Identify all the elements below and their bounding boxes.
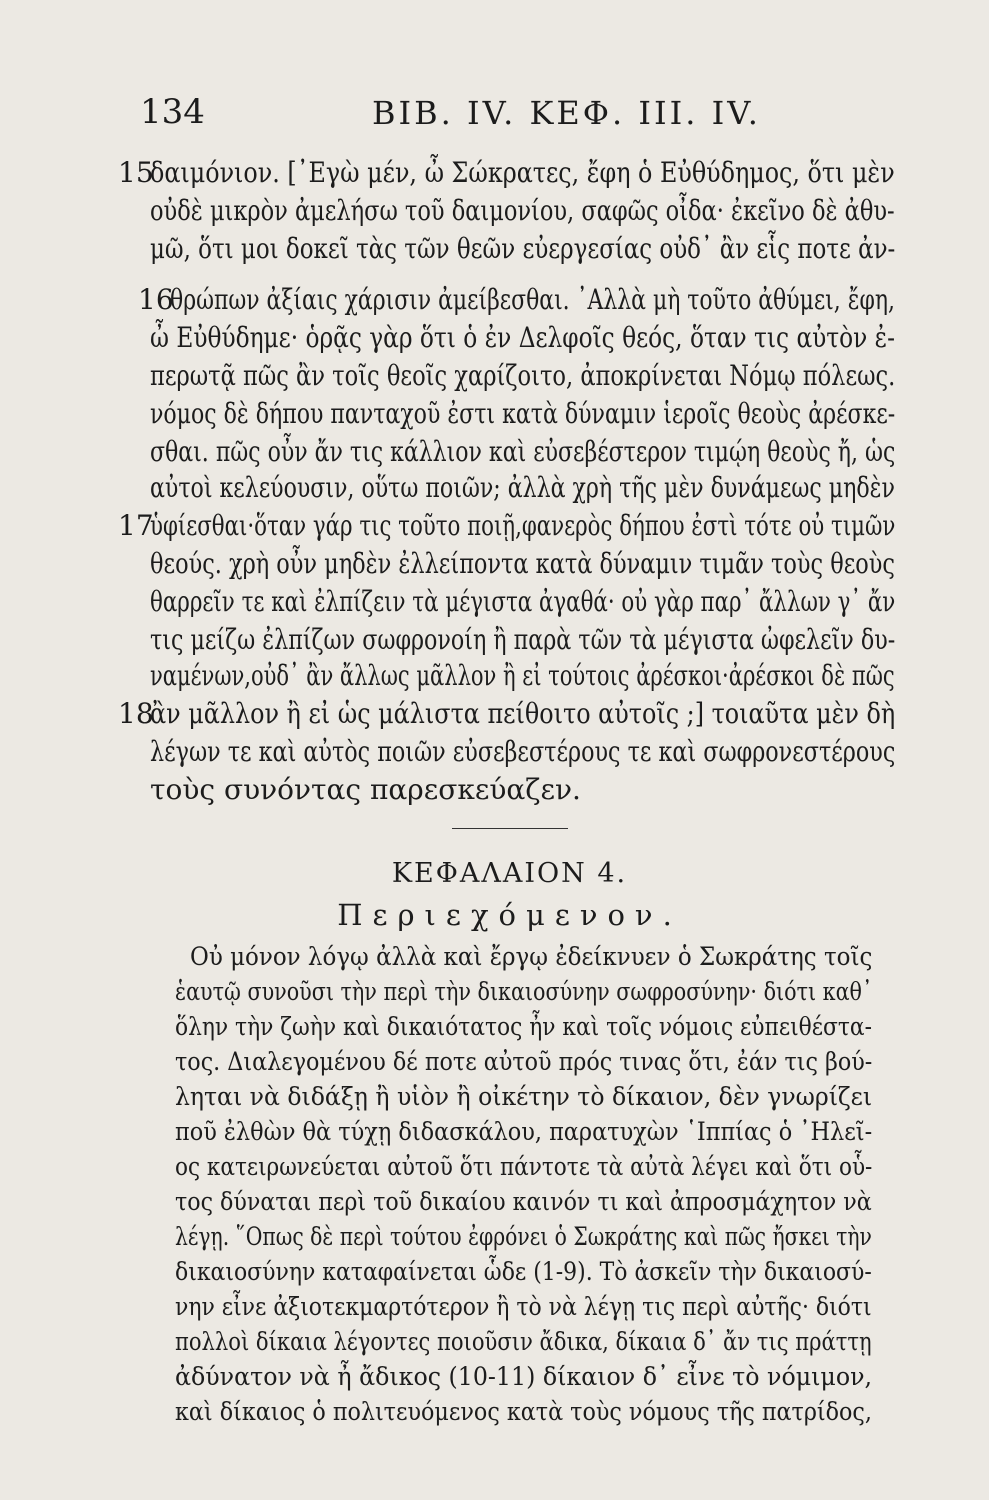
text-line: τις μείζω ἐλπίζων σωφρονοίη ἢ παρὰ τῶν τὰ μέγιστα ὠφελεῖν δυ-: [150, 623, 896, 656]
section-divider: [452, 828, 568, 829]
text-line: περωτᾷ πῶς ἂν τοῖς θεοῖς χαρίζοιτο, ἀποκρίνεται Νόμῳ πόλεως.: [150, 359, 896, 392]
contents-heading: Περιεχόμενον.: [337, 898, 682, 932]
text-line: νην εἶνε ἀξιοτεκμαρτότερον ἢ τὸ νὰ λέγῃ τις περὶ αὐτῆς· διότι: [175, 1292, 872, 1322]
text-line: καὶ δίκαιος ὁ πολιτευόμενος κατὰ τοὺς νόμους τῆς πατρίδος,: [175, 1397, 872, 1427]
text-line: τος δύναται περὶ τοῦ δικαίου καινόν τι καὶ ἀπροσμάχητον νὰ: [175, 1187, 872, 1217]
text-line: σθαι. πῶς οὖν ἄν τις κάλλιον καὶ εὐσεβέστερον τιμῴη θεοὺς ἤ, ὡς: [150, 435, 896, 468]
line-number: 17: [118, 509, 154, 542]
text-line: δαιμόνιον. [᾿Εγὼ μέν, ὦ Σώκρατες, ἔφη ὁ Εὐθύδημος, ὅτι μὲν: [150, 156, 895, 189]
line-number: 16: [138, 283, 174, 316]
text-line: Οὐ μόνον λόγῳ ἀλλὰ καὶ ἔργῳ ἐδείκνυεν ὁ Σωκράτης τοῖς: [190, 942, 873, 972]
line-number: 18: [118, 697, 154, 730]
text-line: ἀδύνατον νὰ ἦ ἄδικος (10-11) δίκαιον δ᾿ εἶνε τὸ νόμιμον,: [175, 1362, 873, 1392]
text-line: οὐδὲ μικρὸν ἀμελήσω τοῦ δαιμονίου, σαφῶς οἶδα· ἐκεῖνο δὲ ἀθυ-: [150, 194, 895, 227]
text-line: τοὺς συνόντας παρεσκεύαζεν.: [150, 773, 581, 806]
text-line: λέγων τε καὶ αὐτὸς ποιῶν εὐσεβεστέρους τε καὶ σωφρονεστέρους: [150, 735, 896, 768]
text-line: ναμένων,οὐδ᾿ ἂν ἄλλως μᾶλλον ἢ εἰ τούτοις ἀρέσκοι·ἀρέσκοι δὲ πῶς: [150, 659, 895, 692]
text-line: ὦ Εὐθύδημε· ὁρᾷς γὰρ ὅτι ὁ ἐν Δελφοῖς θεός, ὅταν τις αὐτὸν ἐ-: [150, 321, 896, 354]
text-line: δικαιοσύνην καταφαίνεται ὧδε (1-9). Τὸ ἀσκεῖν τὴν δικαιοσύ-: [175, 1257, 872, 1287]
text-line: ληται νὰ διδάξῃ ἢ υἱὸν ἢ οἰκέτην τὸ δίκαιον, δὲν γνωρίζει: [175, 1082, 873, 1112]
text-line: ἑαυτῷ συνοῦσι τὴν περὶ τὴν δικαιοσύνην σωφροσύνην· διότι καθ᾿: [175, 977, 873, 1007]
text-line: λέγῃ. ῞Οπως δὲ περὶ τούτου ἐφρόνει ὁ Σωκράτης καὶ πῶς ἤσκει τὴν: [175, 1222, 872, 1252]
text-line: νόμος δὲ δήπου πανταχοῦ ἐστι κατὰ δύναμιν ἱεροῖς θεοὺς ἀρέσκε-: [150, 397, 896, 430]
text-line: τος. Διαλεγομένου δέ ποτε αὐτοῦ πρός τινας ὅτι, ἐάν τις βού-: [175, 1047, 873, 1077]
chapter-title: ΚΕΦΑΛΑΙΟΝ 4.: [391, 858, 628, 889]
text-line: μῶ, ὅτι μοι δοκεῖ τὰς τῶν θεῶν εὐεργεσίας οὐδ᾿ ἂν εἷς ποτε ἀν-: [150, 232, 896, 265]
page-header: [140, 92, 900, 142]
text-line: θαρρεῖν τε καὶ ἐλπίζειν τὰ μέγιστα ἀγαθά· οὐ γὰρ παρ᾿ ἄλλων γ᾿ ἄν: [150, 585, 896, 618]
line-number: 15: [118, 156, 154, 189]
text-line: θρώπων ἀξίαις χάρισιν ἀμείβεσθαι. ᾿Αλλὰ μὴ τοῦτο ἀθύμει, ἔφη,: [170, 283, 895, 316]
running-title: ΒΙΒ. ΙV. ΚΕΦ. ΙΙΙ. ΙV.: [372, 94, 761, 132]
text-line: ὑφίεσθαι·ὅταν γάρ τις τοῦτο ποιῇ,φανερὸς δήπου ἐστὶ τότε οὐ τιμῶν: [150, 509, 896, 542]
text-line: ἂν μᾶλλον ἢ εἰ ὡς μάλιστα πείθοιτο αὐτοῖς ;] τοιαῦτα μὲν δὴ: [150, 697, 896, 730]
text-line: αὐτοὶ κελεύουσιν, οὕτω ποιῶν; ἀλλὰ χρὴ τῆς μὲν δυνάμεως μηδὲν: [150, 471, 895, 504]
page-number: 134: [140, 92, 205, 132]
text-line: ος κατειρωνεύεται αὐτοῦ ὅτι πάντοτε τὰ αὐτὰ λέγει καὶ ὅτι οὗ-: [175, 1152, 873, 1182]
text-line: ποῦ ἐλθὼν θὰ τύχῃ διδασκάλου, παρατυχὼν ῾Ιππίας ὁ ᾿Ηλεῖ-: [175, 1117, 873, 1147]
text-line: ὅλην τὴν ζωὴν καὶ δικαιότατος ἦν καὶ τοῖς νόμοις εὐπειθέστα-: [175, 1012, 872, 1042]
text-line: πολλοὶ δίκαια λέγοντες ποιοῦσιν ἄδικα, δίκαια δ᾿ ἄν τις πράττῃ: [175, 1327, 872, 1357]
text-line: θεούς. χρὴ οὖν μηδὲν ἐλλείποντα κατὰ δύναμιν τιμᾶν τοὺς θεοὺς: [150, 547, 895, 580]
